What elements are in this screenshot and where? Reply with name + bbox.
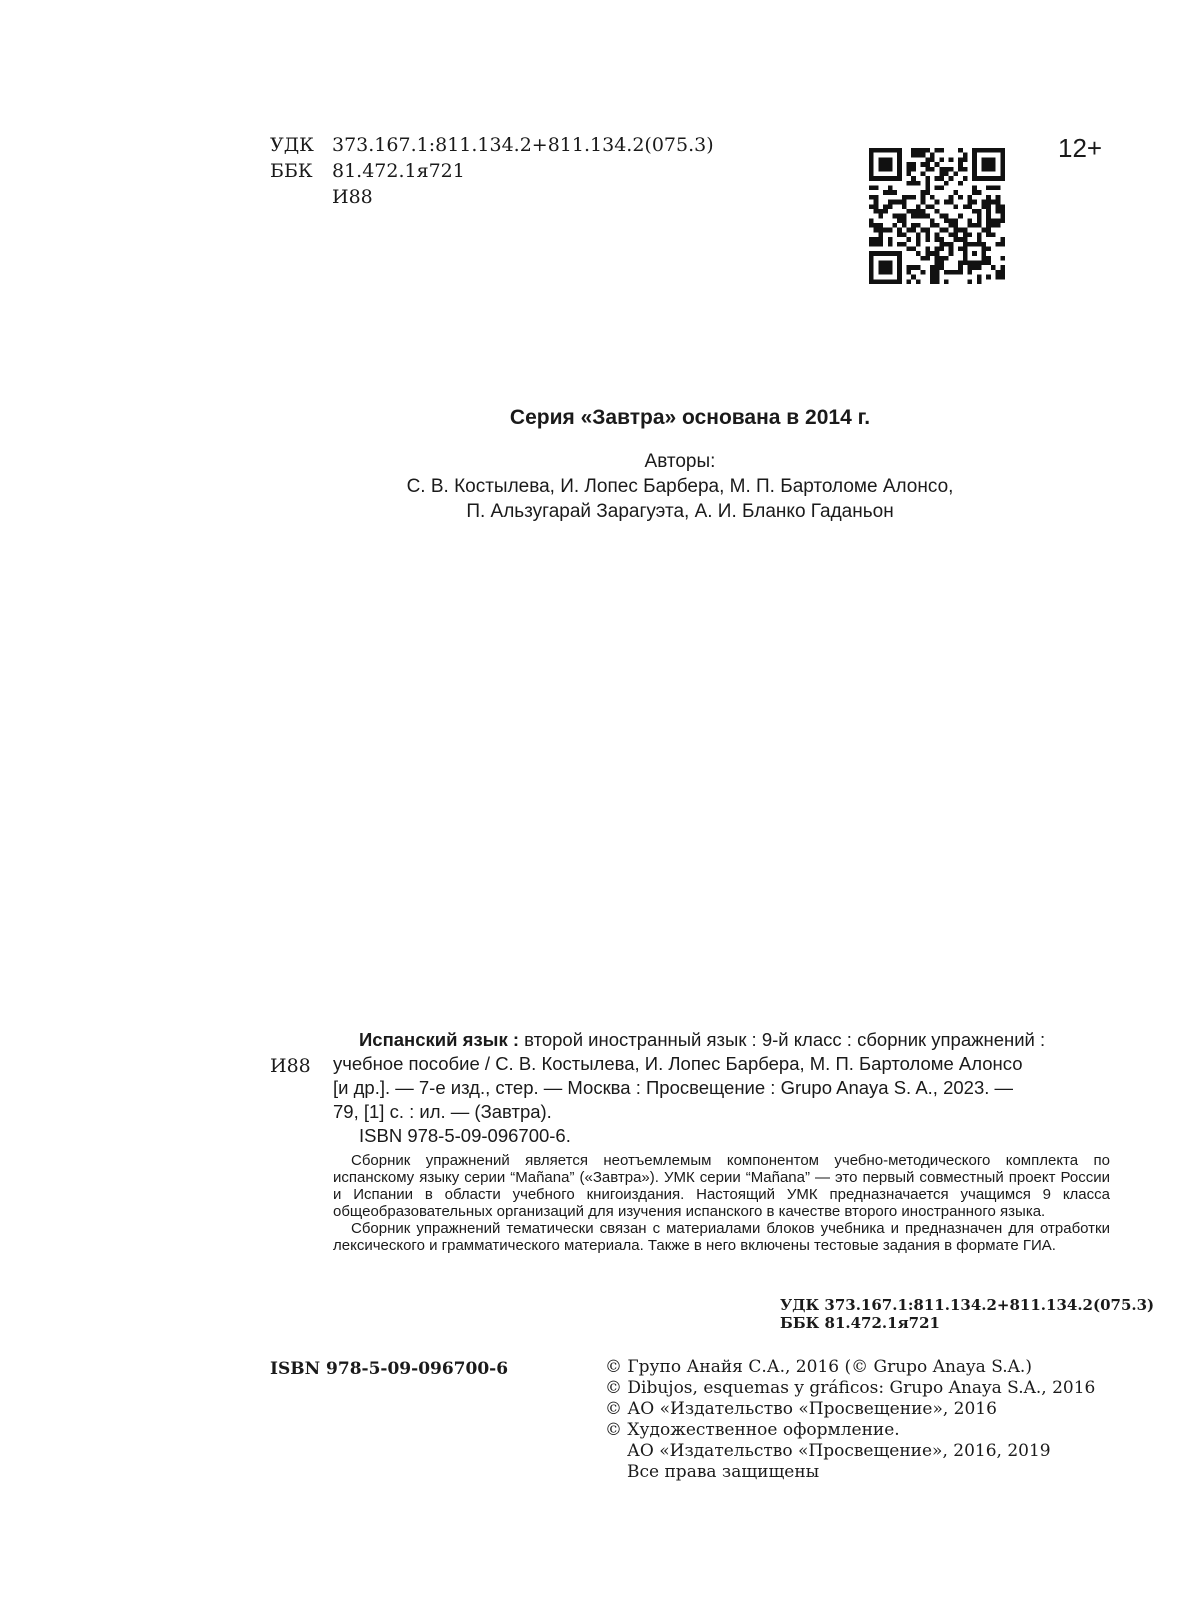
copyright-line: © Dibujos, esquemas y gráficos: Grupo Anaya S.A., 2016 — [605, 1378, 1096, 1398]
bib-line-2: учебное пособие / С. В. Костылева, И. Лопес Барбера, М. П. Бартоломе Алонсо — [333, 1053, 1023, 1074]
author-mark-row — [270, 184, 714, 210]
qr-code-icon — [869, 148, 1005, 284]
bib-margin-mark: И88 — [270, 1055, 311, 1077]
rights-reserved: Все права защищены — [627, 1462, 820, 1482]
bib-bbk: ББК 81.472.1я721 — [780, 1314, 940, 1332]
copyright-line: © Групо Анайя С.А., 2016 (© Grupo Anaya S.A.) — [605, 1357, 1032, 1377]
bbk-row — [270, 158, 714, 184]
age-rating: 12+ — [1058, 133, 1103, 163]
bib-isbn: ISBN 978-5-09-096700-6. — [359, 1125, 571, 1146]
author-mark: И88 — [332, 186, 373, 208]
copyright-line: © АО «Издательство «Просвещение», 2016 — [605, 1399, 997, 1419]
authors-line-2: П. Альзугарай Зарагуэта, А. И. Бланко Гаданьон — [466, 501, 894, 522]
udk-row — [270, 132, 714, 158]
bib-codes — [780, 1296, 1154, 1332]
bbk-value: 81.472.1я721 — [332, 160, 465, 182]
classification-block — [270, 132, 714, 210]
abstract-paragraph-2: Сборник упражнений тематически связан с материалами блоков учебника и предназначен для отработки лексического и грамматического материала. Также в него включены тестовые задания в формате ГИА. — [333, 1220, 1110, 1254]
authors-line-1: С. В. Костылева, И. Лопес Барбера, М. П. Бартоломе Алонсо, — [406, 476, 954, 497]
copyright-line: © Художественное оформление. — [605, 1420, 900, 1440]
abstract — [333, 1152, 1110, 1254]
bib-line-1 — [333, 1028, 1110, 1052]
abstract-paragraph-1: Сборник упражнений является неотъемлемым компонентом учебно-методического комплекта по испанскому языку серии “Mañana” («Завтра»). УМК серии “Mañana” — это первый совместный проект России и Испании в области учебного книгоиздания. Настоящий УМК предназначается учащимся 9 класса общеобразовательных организаций для изучения испанского в качестве второго иностранного языка. — [333, 1152, 1110, 1220]
bbk-label: ББК — [270, 160, 313, 182]
bib-line-4: 79, [1] с. : ил. — (Завтра). — [333, 1101, 552, 1122]
bib-udk: УДК 373.167.1:811.134.2+811.134.2(075.3) — [780, 1296, 1155, 1314]
udk-label: УДК — [270, 134, 314, 156]
authors-block — [330, 449, 1030, 524]
copyright-block — [605, 1357, 1095, 1483]
bibliographic-record — [333, 1028, 1110, 1148]
bib-line-1-rest: второй иностранный язык : 9-й класс : сборник упражнений : — [519, 1029, 1046, 1050]
series-title: Серия «Завтра» основана в 2014 г. — [509, 406, 871, 429]
bib-line-3: [и др.]. — 7-е изд., стер. — Москва : Просвещение : Grupo Anaya S. A., 2023. — — [333, 1077, 1014, 1098]
bib-title: Испанский язык : — [359, 1029, 520, 1050]
copyright-line: АО «Издательство «Просвещение», 2016, 2019 — [627, 1441, 1051, 1461]
authors-label: Авторы: — [644, 451, 716, 472]
isbn-bottom: ISBN 978-5-09-096700-6 — [270, 1359, 509, 1379]
udk-value: 373.167.1:811.134.2+811.134.2(075.3) — [332, 134, 714, 156]
